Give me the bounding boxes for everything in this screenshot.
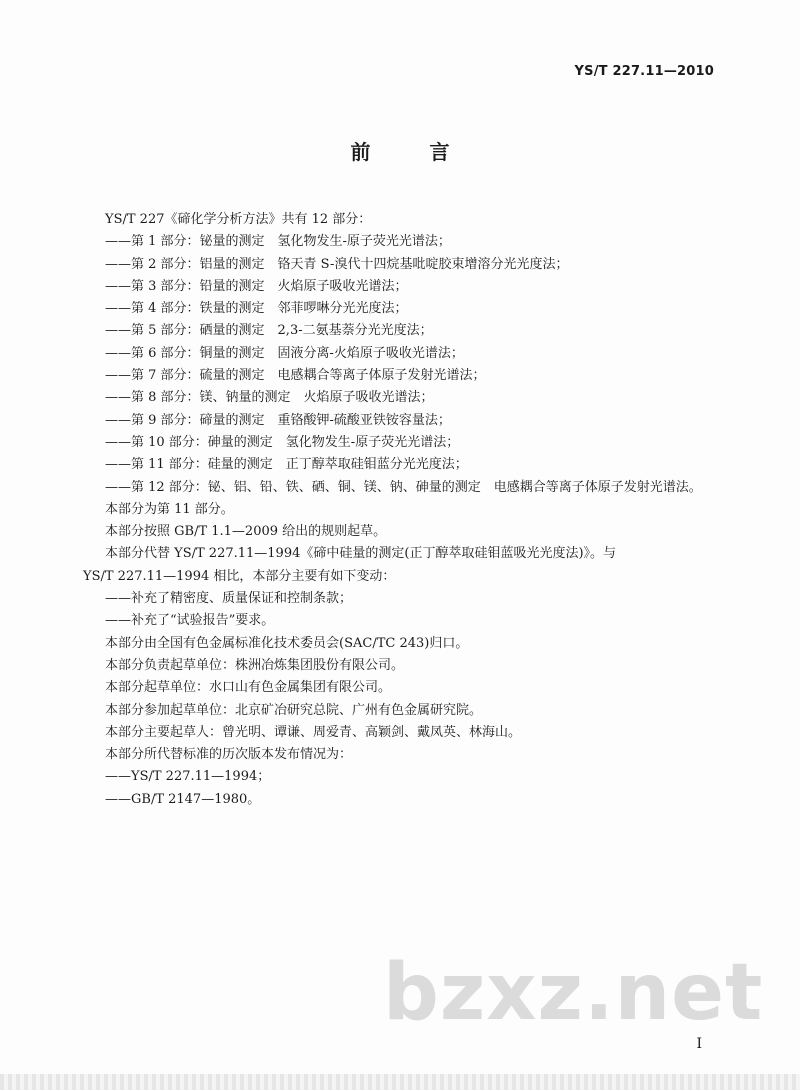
body-line: 本部分主要起草人：曾光明、谭谦、周爱青、高颖剑、戴凤英、林海山。 bbox=[105, 724, 522, 740]
body-line: ——第 5 部分：硒量的测定 2,3-二氨基萘分光光度法； bbox=[105, 323, 433, 339]
body-line: ——第 4 部分：铁量的测定 邻菲啰啉分光光度法； bbox=[105, 301, 408, 317]
body-line: ——补充了“试验报告”要求。 bbox=[105, 613, 275, 629]
body-line: ——第 10 部分：砷量的测定 氢化物发生-原子荧光光谱法； bbox=[105, 434, 460, 450]
body-line: 本部分为第 11 部分。 bbox=[105, 501, 234, 517]
body-line: YS/T 227《碲化学分析方法》共有 12 部分： bbox=[105, 212, 372, 227]
body-line: ——第 2 部分：铝量的测定 铬天青 S-溴代十四烷基吡啶胶束增溶分光光度法； bbox=[105, 256, 569, 272]
body-line: ——第 1 部分：铋量的测定 氢化物发生-原子荧光光谱法； bbox=[105, 234, 451, 250]
body-line: 本部分代替 YS/T 227.11—1994《碲中硅量的测定(正丁醇萃取硅钼蓝吸光光度法)》。与 bbox=[105, 546, 617, 562]
page-title: 前 言 bbox=[350, 140, 476, 164]
body-line: ——补充了精密度、质量保证和控制条款； bbox=[105, 591, 353, 607]
body-line: ——第 12 部分：铋、铝、铅、铁、硒、铜、镁、钠、砷量的测定 电感耦合等离子体原子发射光谱法。 bbox=[105, 479, 702, 495]
body-line: ——第 7 部分：硫量的测定 电感耦合等离子体原子发射光谱法； bbox=[105, 368, 486, 384]
body-line: 本部分负责起草单位：株洲冶炼集团股份有限公司。 bbox=[105, 657, 405, 673]
body-line: ——第 11 部分：硅量的测定 正丁醇萃取硅钼蓝分光光度法； bbox=[105, 457, 468, 473]
body-line: 本部分参加起草单位：北京矿冶研究总院、广州有色金属研究院。 bbox=[105, 702, 483, 718]
foreword-body bbox=[83, 209, 715, 811]
body-line: 本部分按照 GB/T 1.1—2009 给出的规则起草。 bbox=[105, 524, 387, 540]
body-line: 本部分所代替标准的历次版本发布情况为： bbox=[105, 747, 353, 763]
body-line: ——第 6 部分：铜量的测定 固液分离-火焰原子吸收光谱法； bbox=[105, 345, 464, 361]
watermark: bzxz.net bbox=[383, 948, 764, 1038]
standard-code: YS/T 227.11—2010 bbox=[574, 64, 714, 79]
page-number: I bbox=[696, 1036, 702, 1052]
body-line: ——第 3 部分：铅量的测定 火焰原子吸收光谱法； bbox=[105, 278, 408, 294]
body-line: YS/T 227.11—1994 相比，本部分主要有如下变动： bbox=[83, 568, 396, 584]
body-line: ——YS/T 227.11—1994； bbox=[105, 769, 271, 785]
body-line: 本部分由全国有色金属标准化技术委员会(SAC/TC 243)归口。 bbox=[105, 635, 469, 651]
body-line: ——第 8 部分：镁、钠量的测定 火焰原子吸收光谱法； bbox=[105, 390, 434, 406]
page-bottom-edge bbox=[0, 1074, 800, 1090]
body-line: ——第 9 部分：碲量的测定 重铬酸钾-硫酸亚铁铵容量法； bbox=[105, 412, 451, 428]
body-line: ——GB/T 2147—1980。 bbox=[105, 791, 261, 807]
body-line: 本部分起草单位：水口山有色金属集团有限公司。 bbox=[105, 680, 392, 696]
